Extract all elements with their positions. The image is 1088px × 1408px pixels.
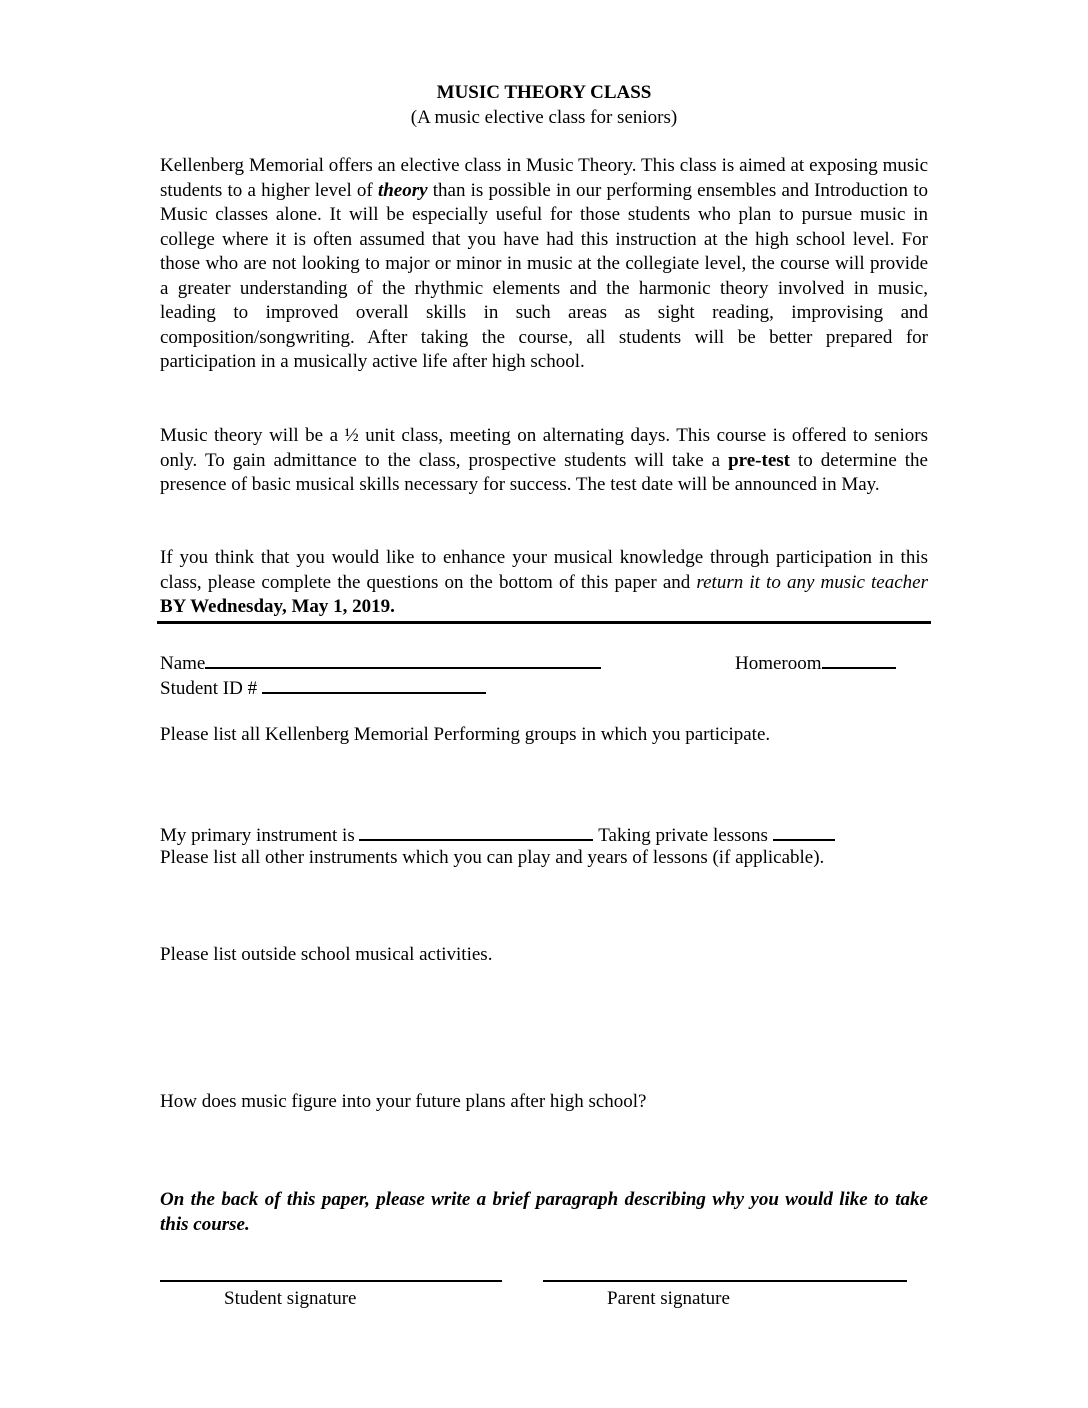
return-instruction: return it to any music teacher bbox=[696, 571, 928, 593]
page-subtitle: (A music elective class for seniors) bbox=[410, 107, 678, 128]
instructions-text: If you think that you would like to enhance your musical knowledge through participation in this class, please complete the questions on the bottom of this paper and bbox=[160, 547, 928, 593]
name-input-line[interactable] bbox=[205, 649, 601, 669]
instrument-field-row bbox=[160, 821, 835, 849]
back-instruction: On the back of this paper, please write a brief paragraph describing why you would like to take this course. bbox=[160, 1189, 928, 1235]
other-instruments-prompt: Please list all other instruments which you can play and years of lessons (if applicable). bbox=[160, 847, 825, 868]
theory-emphasis: theory bbox=[377, 179, 428, 201]
name-field-row bbox=[160, 649, 601, 677]
student-id-input-line[interactable] bbox=[262, 674, 486, 694]
intro-text-1: Kellenberg Memorial offers an elective class in Music Theory. This class is aimed at exposing music students to a higher level of bbox=[160, 155, 928, 201]
student-signature-line[interactable] bbox=[160, 1280, 502, 1282]
homeroom-input-line[interactable] bbox=[822, 649, 896, 669]
instrument-input-line[interactable] bbox=[359, 821, 593, 841]
outside-activities-prompt: Please list outside school musical activities. bbox=[160, 944, 493, 965]
name-label: Name bbox=[160, 653, 206, 674]
details-text-2: to determine the presence of basic musical skills necessary for success. The test date will be announced in May. bbox=[160, 449, 928, 495]
homeroom-field-row bbox=[735, 649, 896, 677]
parent-signature-line[interactable] bbox=[543, 1280, 907, 1282]
student-id-field-row bbox=[160, 674, 486, 702]
groups-prompt: Please list all Kellenberg Memorial Performing groups in which you participate. bbox=[160, 724, 771, 745]
deadline-text: BY Wednesday, May 1, 2019. bbox=[160, 596, 395, 617]
course-details-paragraph bbox=[160, 424, 928, 498]
student-id-label: Student ID # bbox=[160, 678, 258, 699]
instructions-paragraph bbox=[160, 546, 928, 620]
page-title: MUSIC THEORY CLASS bbox=[436, 82, 652, 103]
lessons-label: Taking private lessons bbox=[598, 825, 768, 846]
future-plans-prompt: How does music figure into your future plans after high school? bbox=[160, 1091, 647, 1112]
lessons-input-line[interactable] bbox=[773, 821, 835, 841]
pretest-emphasis: pre-test bbox=[728, 449, 790, 471]
student-signature-label: Student signature bbox=[224, 1288, 357, 1309]
details-text-1: Music theory will be a ½ unit class, meeting on alternating days. This course is offered to seniors only. To gain admittance to the class, prospective students will take a bbox=[160, 425, 928, 471]
instrument-label: My primary instrument is bbox=[160, 825, 355, 846]
homeroom-label: Homeroom bbox=[735, 653, 822, 674]
intro-text-2: than is possible in our performing ensembles and Introduction to Music classes alone. It will be especially useful for those students who plan to pursue music in college where it is often assumed that you have had this instruction at the high school level. For those who are not looking to major or minor in music at the collegiate level, the course will provide a greater understanding of the rhythmic elements and the harmonic theory involved in music, leading to improved overall skills in such areas as sight reading, improvising and composition/songwriting. After taking the course, all students will be better prepared for participation in a musically active life after high school. bbox=[160, 179, 928, 372]
intro-paragraph bbox=[160, 154, 928, 375]
section-divider bbox=[157, 621, 931, 624]
parent-signature-label: Parent signature bbox=[607, 1288, 730, 1309]
